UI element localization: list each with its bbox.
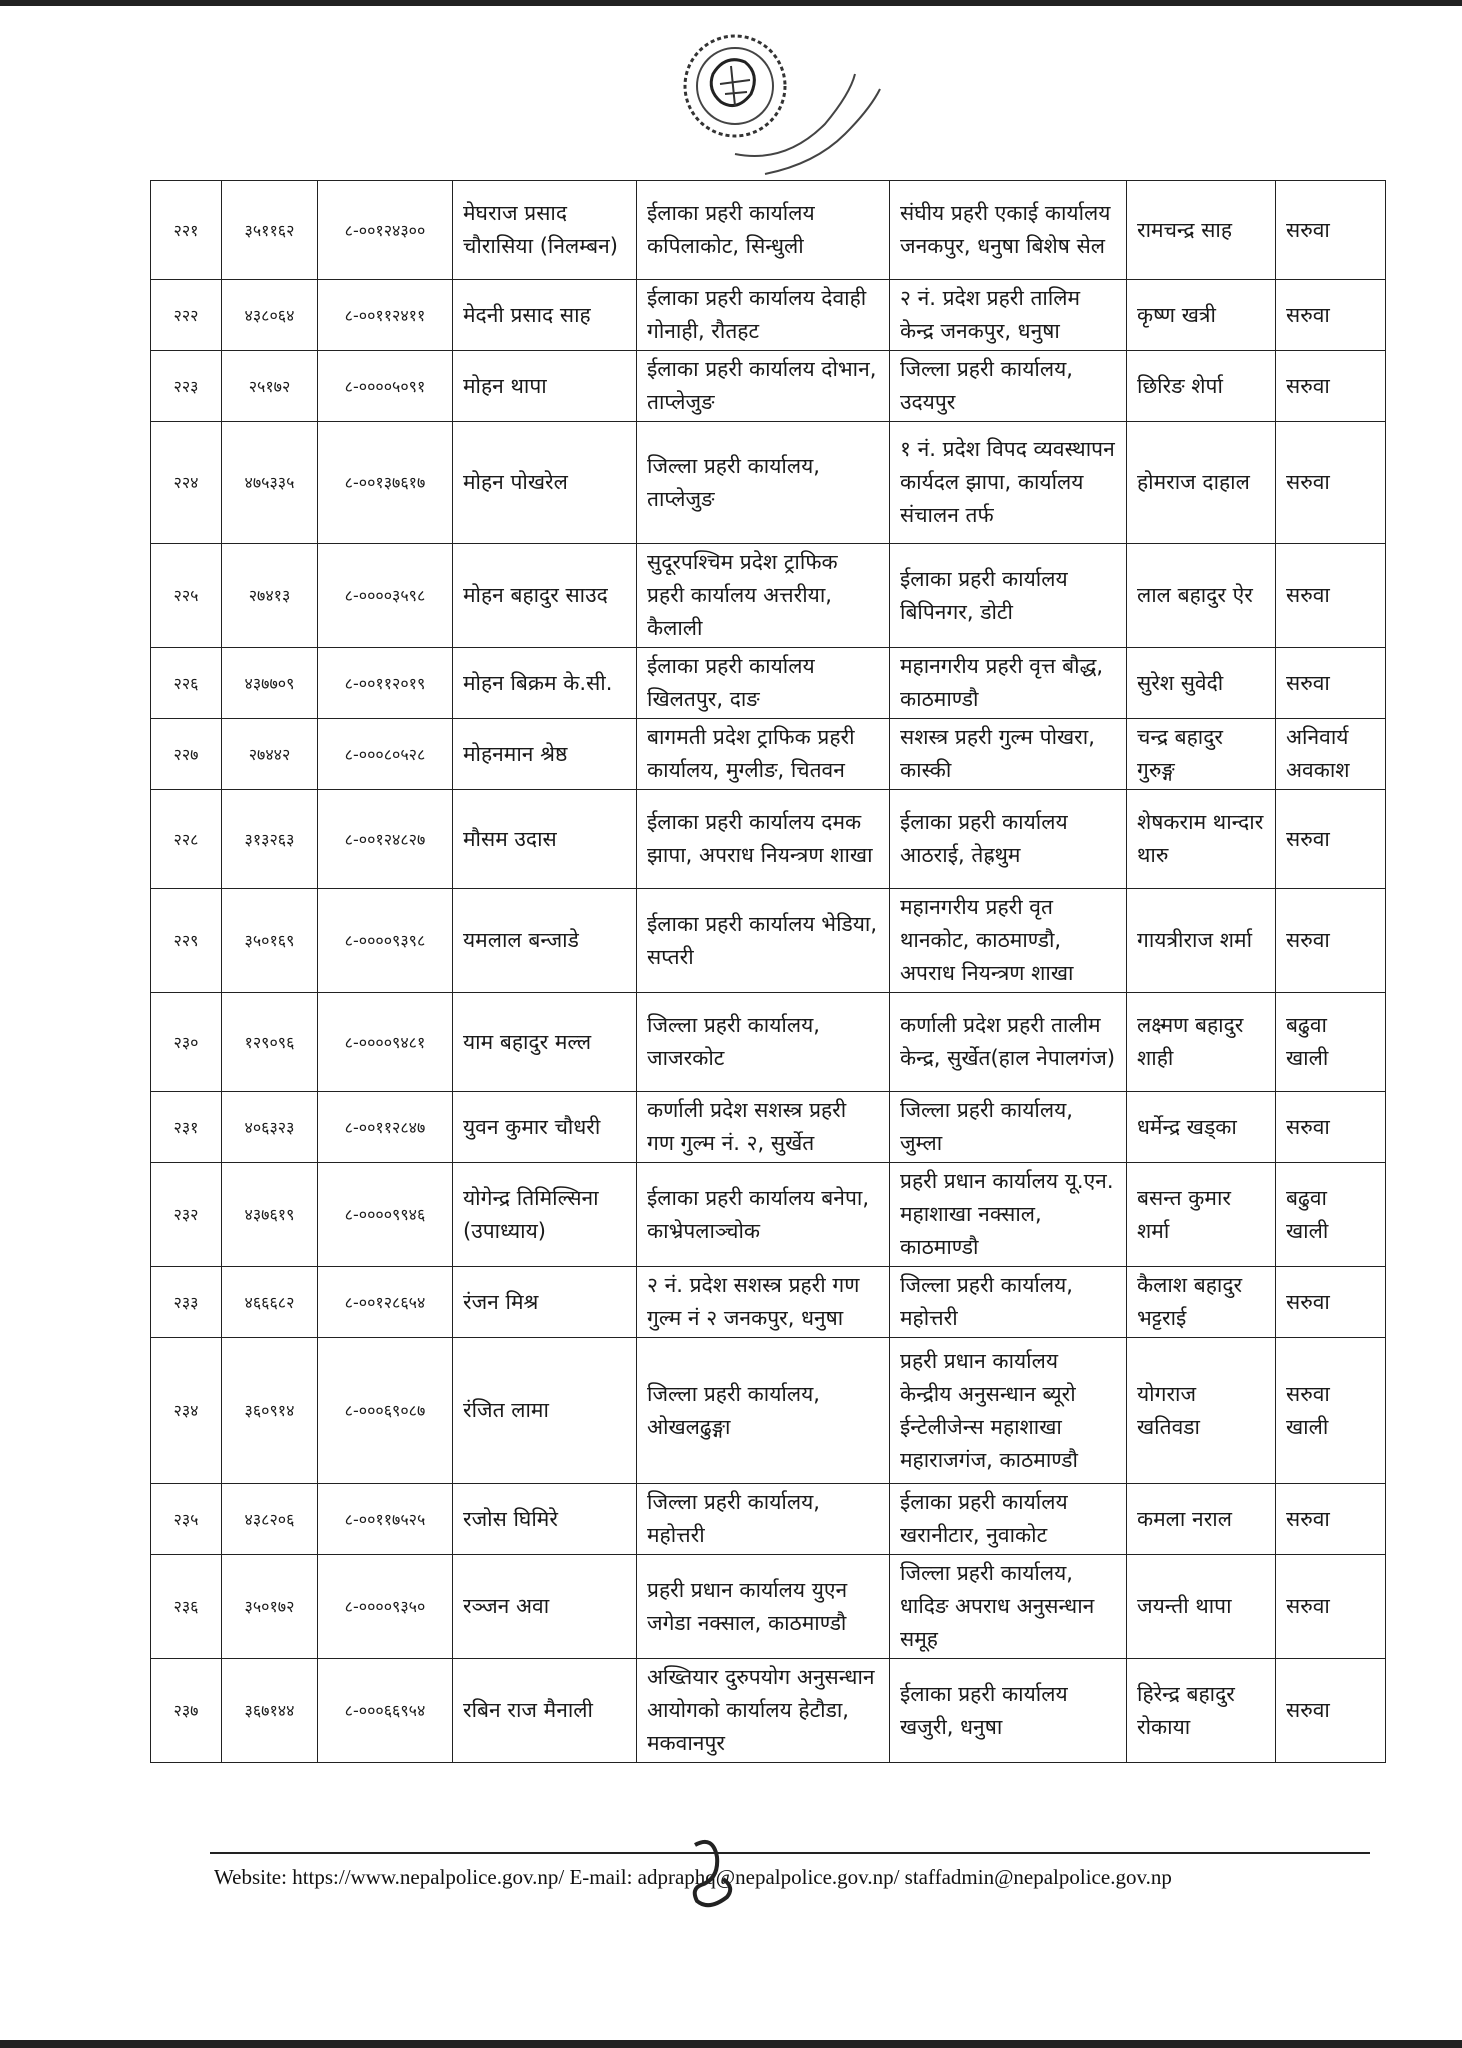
row-employee-id: ३५०१६९ [222, 889, 318, 993]
row-employee-id: ४०६३२३ [222, 1092, 318, 1163]
initials-signature [683, 1835, 743, 1915]
table-row [151, 993, 1386, 1092]
row-employee-name: यमलाल बन्जाडे [453, 889, 637, 993]
row-action-type: अनिवार्य अवकाश [1276, 719, 1386, 790]
row-transfer-office: सशस्त्र प्रहरी गुल्म पोखरा, कास्की [890, 719, 1127, 790]
row-transfer-office: जिल्ला प्रहरी कार्यालय, उदयपुर [890, 351, 1127, 422]
row-transfer-office: ईलाका प्रहरी कार्यालय आठराई, तेह्रथुम [890, 790, 1127, 889]
row-employee-id: ३५११६२ [222, 181, 318, 280]
row-employee-code: ८-००१२४८२७ [318, 790, 453, 889]
row-current-office: जिल्ला प्रहरी कार्यालय, ताप्लेजुङ [637, 422, 890, 544]
row-action-type: सरुवा [1276, 351, 1386, 422]
row-employee-code: ८-००००९९४६ [318, 1163, 453, 1267]
row-employee-code: ८-००१२८६५४ [318, 1267, 453, 1338]
table-row [151, 719, 1386, 790]
row-transfer-office: कर्णाली प्रदेश प्रहरी तालीम केन्द्र, सुर्खेत(हाल नेपालगंज) [890, 993, 1127, 1092]
row-employee-name: रबिन राज मैनाली [453, 1659, 637, 1763]
table-row [151, 1484, 1386, 1555]
row-employee-name: मेघराज प्रसाद चौरासिया (निलम्बन) [453, 181, 637, 280]
row-current-office: प्रहरी प्रधान कार्यालय युएन जगेडा नक्साल, काठमाण्डौ [637, 1555, 890, 1659]
row-serial-number: २३० [151, 993, 222, 1092]
row-employee-name: मेदनी प्रसाद साह [453, 280, 637, 351]
row-serial-number: २३२ [151, 1163, 222, 1267]
row-employee-name: रंजन मिश्र [453, 1267, 637, 1338]
row-employee-code: ८-००१२४३०० [318, 181, 453, 280]
row-replacement-name: कैलाश बहादुर भट्टराई [1127, 1267, 1276, 1338]
row-employee-code: ८-००११२०१९ [318, 648, 453, 719]
row-current-office: ईलाका प्रहरी कार्यालय दमक झापा, अपराध नियन्त्रण शाखा [637, 790, 890, 889]
government-seal-stamp [665, 14, 905, 194]
footer-divider [210, 1852, 1370, 1854]
table-row [151, 648, 1386, 719]
row-employee-id: ४३७६१९ [222, 1163, 318, 1267]
table-row [151, 544, 1386, 648]
row-employee-code: ८-०००६६९५४ [318, 1659, 453, 1763]
transfer-roster-table [150, 180, 1386, 1763]
table-row [151, 422, 1386, 544]
row-replacement-name: बसन्त कुमार शर्मा [1127, 1163, 1276, 1267]
row-serial-number: २३७ [151, 1659, 222, 1763]
row-replacement-name: लाल बहादुर ऐर [1127, 544, 1276, 648]
table-row [151, 1338, 1386, 1484]
row-action-type: सरुवा [1276, 1267, 1386, 1338]
row-replacement-name: कृष्ण खत्री [1127, 280, 1276, 351]
row-employee-id: ४७५३३५ [222, 422, 318, 544]
row-serial-number: २३१ [151, 1092, 222, 1163]
row-action-type: सरुवा [1276, 790, 1386, 889]
row-action-type: बढुवा खाली [1276, 1163, 1386, 1267]
row-employee-id: ३१३२६३ [222, 790, 318, 889]
row-employee-name: रञ्जन अवा [453, 1555, 637, 1659]
row-employee-id: २७४४२ [222, 719, 318, 790]
row-current-office: ईलाका प्रहरी कार्यालय भेडिया, सप्तरी [637, 889, 890, 993]
row-serial-number: २३५ [151, 1484, 222, 1555]
row-employee-id: २७४१३ [222, 544, 318, 648]
row-current-office: कर्णाली प्रदेश सशस्त्र प्रहरी गण गुल्म नं. २, सुर्खेत [637, 1092, 890, 1163]
row-employee-code: ८-०००६९०८७ [318, 1338, 453, 1484]
row-transfer-office: ईलाका प्रहरी कार्यालय खजुरी, धनुषा [890, 1659, 1127, 1763]
table-row [151, 1092, 1386, 1163]
row-serial-number: २२७ [151, 719, 222, 790]
row-employee-name: याम बहादुर मल्ल [453, 993, 637, 1092]
row-transfer-office: जिल्ला प्रहरी कार्यालय, जुम्ला [890, 1092, 1127, 1163]
row-employee-code: ८-००००९३९८ [318, 889, 453, 993]
row-replacement-name: गायत्रीराज शर्मा [1127, 889, 1276, 993]
row-employee-code: ८-००११२४११ [318, 280, 453, 351]
row-current-office: जिल्ला प्रहरी कार्यालय, ओखलढुङ्गा [637, 1338, 890, 1484]
row-employee-name: योगेन्द्र तिमिल्सिना (उपाध्याय) [453, 1163, 637, 1267]
row-transfer-office: १ नं. प्रदेश विपद व्यवस्थापन कार्यदल झापा, कार्यालय संचालन तर्फ [890, 422, 1127, 544]
row-replacement-name: जयन्ती थापा [1127, 1555, 1276, 1659]
row-employee-code: ८-००००५०९१ [318, 351, 453, 422]
row-employee-code: ८-००११२८४७ [318, 1092, 453, 1163]
table-row [151, 1267, 1386, 1338]
row-transfer-office: जिल्ला प्रहरी कार्यालय, धादिङ अपराध अनुसन्धान समूह [890, 1555, 1127, 1659]
row-employee-id: ३५०१७२ [222, 1555, 318, 1659]
row-replacement-name: छिरिङ शेर्पा [1127, 351, 1276, 422]
row-employee-name: मोहन बिक्रम के.सी. [453, 648, 637, 719]
table-row [151, 351, 1386, 422]
table-row [151, 790, 1386, 889]
row-employee-name: मोहन थापा [453, 351, 637, 422]
scan-top-edge [0, 0, 1462, 6]
row-current-office: ईलाका प्रहरी कार्यालय खिलतपुर, दाङ [637, 648, 890, 719]
row-replacement-name: योगराज खतिवडा [1127, 1338, 1276, 1484]
row-employee-code: ८-००००९४८१ [318, 993, 453, 1092]
row-employee-name: युवन कुमार चौधरी [453, 1092, 637, 1163]
row-current-office: २ नं. प्रदेश सशस्त्र प्रहरी गण गुल्म नं २ जनकपुर, धनुषा [637, 1267, 890, 1338]
row-employee-name: मोहन बहादुर साउद [453, 544, 637, 648]
row-serial-number: २३३ [151, 1267, 222, 1338]
row-serial-number: २२४ [151, 422, 222, 544]
row-serial-number: २२८ [151, 790, 222, 889]
row-serial-number: २३४ [151, 1338, 222, 1484]
row-serial-number: २२३ [151, 351, 222, 422]
row-current-office: ईलाका प्रहरी कार्यालय देवाही गोनाही, रौतहट [637, 280, 890, 351]
row-replacement-name: कमला नराल [1127, 1484, 1276, 1555]
table-row [151, 181, 1386, 280]
row-transfer-office: प्रहरी प्रधान कार्यालय यू.एन. महाशाखा नक्साल, काठमाण्डौ [890, 1163, 1127, 1267]
row-replacement-name: लक्ष्मण बहादुर शाही [1127, 993, 1276, 1092]
row-employee-code: ८-००११७५२५ [318, 1484, 453, 1555]
footer-contact: Website: https://www.nepalpolice.gov.np/ E-mail: adpraphq@nepalpolice.gov.np/ staffadmin@nepalpolice.gov.np [214, 1865, 1172, 1889]
row-replacement-name: रामचन्द्र साह [1127, 181, 1276, 280]
roster-body [151, 181, 1386, 1763]
row-serial-number: २२५ [151, 544, 222, 648]
table-row [151, 280, 1386, 351]
row-replacement-name: होमराज दाहाल [1127, 422, 1276, 544]
row-employee-code: ८-००००९३५० [318, 1555, 453, 1659]
row-employee-code: ८-०००८०५२८ [318, 719, 453, 790]
row-employee-id: ४३७७०९ [222, 648, 318, 719]
row-serial-number: २२६ [151, 648, 222, 719]
row-replacement-name: सुरेश सुवेदी [1127, 648, 1276, 719]
row-employee-name: रंजित लामा [453, 1338, 637, 1484]
row-current-office: जिल्ला प्रहरी कार्यालय, महोत्तरी [637, 1484, 890, 1555]
row-employee-id: ४६६६८२ [222, 1267, 318, 1338]
row-employee-code: ८-००००३५९८ [318, 544, 453, 648]
row-replacement-name: हिरेन्द्र बहादुर रोकाया [1127, 1659, 1276, 1763]
row-transfer-office: ईलाका प्रहरी कार्यालय खरानीटार, नुवाकोट [890, 1484, 1127, 1555]
row-action-type: सरुवा [1276, 422, 1386, 544]
row-action-type: सरुवा [1276, 1484, 1386, 1555]
table-row [151, 889, 1386, 993]
row-serial-number: २२१ [151, 181, 222, 280]
row-transfer-office: महानगरीय प्रहरी वृत थानकोट, काठमाण्डौ, अपराध नियन्त्रण शाखा [890, 889, 1127, 993]
table-row [151, 1659, 1386, 1763]
row-employee-code: ८-००१३७६१७ [318, 422, 453, 544]
row-employee-name: मोहन पोखरेल [453, 422, 637, 544]
row-employee-name: मोहनमान श्रेष्ठ [453, 719, 637, 790]
row-replacement-name: धर्मेन्द्र खड्का [1127, 1092, 1276, 1163]
scan-bottom-edge [0, 2040, 1462, 2048]
row-employee-id: २५१७२ [222, 351, 318, 422]
row-current-office: सुदूरपश्चिम प्रदेश ट्राफिक प्रहरी कार्यालय अत्तरीया, कैलाली [637, 544, 890, 648]
row-action-type: सरुवा [1276, 181, 1386, 280]
row-current-office: बागमती प्रदेश ट्राफिक प्रहरी कार्यालय, मुग्लीङ, चितवन [637, 719, 890, 790]
row-action-type: सरुवा [1276, 280, 1386, 351]
row-transfer-office: ईलाका प्रहरी कार्यालय बिपिनगर, डोटी [890, 544, 1127, 648]
row-transfer-office: प्रहरी प्रधान कार्यालय केन्द्रीय अनुसन्धान ब्यूरो ईन्टेलीजेन्स महाशाखा महाराजगंज, काठमाण्डौ [890, 1338, 1127, 1484]
row-employee-id: ३६०९१४ [222, 1338, 318, 1484]
row-serial-number: २२२ [151, 280, 222, 351]
row-action-type: सरुवा खाली [1276, 1338, 1386, 1484]
row-employee-id: ४३८०६४ [222, 280, 318, 351]
table-row [151, 1163, 1386, 1267]
row-current-office: जिल्ला प्रहरी कार्यालय, जाजरकोट [637, 993, 890, 1092]
row-replacement-name: चन्द्र बहादुर गुरुङ्ग [1127, 719, 1276, 790]
row-action-type: सरुवा [1276, 648, 1386, 719]
row-current-office: ईलाका प्रहरी कार्यालय दोभान, ताप्लेजुङ [637, 351, 890, 422]
table-row [151, 1555, 1386, 1659]
row-current-office: ईलाका प्रहरी कार्यालय बनेपा, काभ्रेपलाञ्चोक [637, 1163, 890, 1267]
row-action-type: सरुवा [1276, 1092, 1386, 1163]
row-employee-id: १२९०९६ [222, 993, 318, 1092]
row-transfer-office: संघीय प्रहरी एकाई कार्यालय जनकपुर, धनुषा बिशेष सेल [890, 181, 1127, 280]
row-action-type: सरुवा [1276, 544, 1386, 648]
row-current-office: अख्तियार दुरुपयोग अनुसन्धान आयोगको कार्यालय हेटौडा, मकवानपुर [637, 1659, 890, 1763]
row-employee-name: मौसम उदास [453, 790, 637, 889]
row-employee-id: ४३८२०६ [222, 1484, 318, 1555]
row-employee-name: रजोस घिमिरे [453, 1484, 637, 1555]
row-transfer-office: महानगरीय प्रहरी वृत्त बौद्ध, काठमाण्डौ [890, 648, 1127, 719]
row-transfer-office: २ नं. प्रदेश प्रहरी तालिम केन्द्र जनकपुर, धनुषा [890, 280, 1127, 351]
row-action-type: सरुवा [1276, 1555, 1386, 1659]
row-transfer-office: जिल्ला प्रहरी कार्यालय, महोत्तरी [890, 1267, 1127, 1338]
row-employee-id: ३६७१४४ [222, 1659, 318, 1763]
row-action-type: सरुवा [1276, 889, 1386, 993]
row-replacement-name: शेषकराम थान्दार थारु [1127, 790, 1276, 889]
row-action-type: सरुवा [1276, 1659, 1386, 1763]
row-serial-number: २३६ [151, 1555, 222, 1659]
row-action-type: बढुवा खाली [1276, 993, 1386, 1092]
row-current-office: ईलाका प्रहरी कार्यालय कपिलाकोट, सिन्धुली [637, 181, 890, 280]
row-serial-number: २२९ [151, 889, 222, 993]
